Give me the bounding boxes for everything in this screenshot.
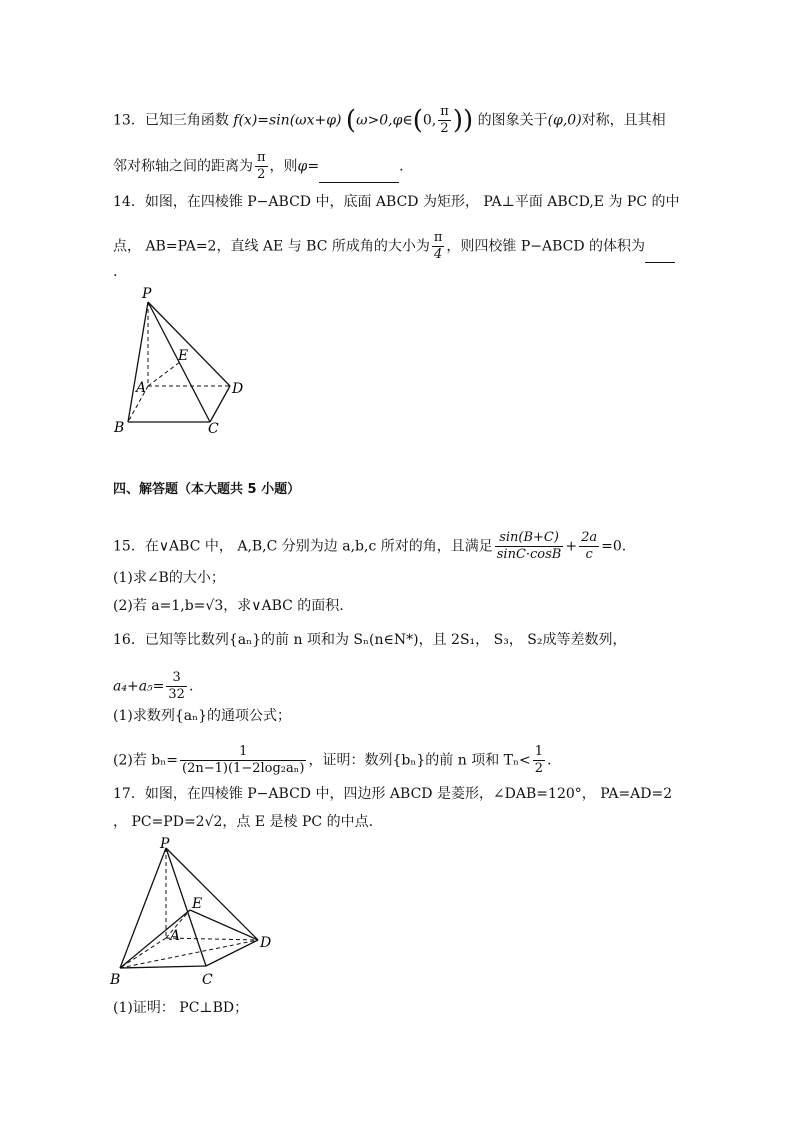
frac-num: π (257, 150, 266, 165)
paren-close: ) (462, 105, 474, 136)
pi-over-2-fraction-b (255, 150, 268, 183)
label-D: D (260, 935, 272, 951)
q16-bn-fraction (180, 744, 306, 777)
frac-num: 1 (534, 744, 544, 759)
frac-num: π (440, 104, 449, 119)
q13-line1 (113, 104, 666, 137)
q17-line1: 17．如图，在四棱锥 P−ABCD 中，四边形 ABCD 是菱形，∠DAB=120°， PA=AD=2 (113, 786, 673, 802)
frac-num: 3 (166, 670, 187, 687)
label-B: B (114, 420, 125, 436)
frac-den: c (585, 547, 593, 562)
q16-fraction (166, 670, 187, 703)
q17-part1: (1)证明： PC⊥BD； (113, 1000, 249, 1016)
q13-condition: ω>0,φ∈ (356, 112, 413, 129)
q13-point: (φ,0) (547, 112, 582, 129)
q14-line2 (113, 230, 675, 263)
frac-den: 2 (440, 121, 449, 136)
q13-interval-left: 0, (422, 112, 437, 129)
q13-line2-then: ，则 (269, 158, 298, 175)
frac-den: 4 (433, 247, 443, 262)
frac-num: 2a (581, 530, 598, 545)
q13-text: 13．已知三角函数 (113, 112, 229, 129)
frac-den: 2 (534, 761, 544, 776)
q13-end: . (399, 158, 404, 175)
q13-text-c: 对称，且其相 (581, 112, 666, 129)
frac-den: 2 (257, 167, 266, 182)
label-C: C (202, 972, 213, 988)
q14-pyramid-figure (110, 280, 260, 440)
q16-line1: 16．已知等比数列{aₙ}的前 n 项和为 Sₙ(n∈N*)，且 2S₁， S₃， S₂成等差数列， (113, 632, 627, 648)
frac-den: sinC·cosB (496, 547, 562, 562)
frac-num: sin(B+C) (495, 530, 564, 547)
q13-line2 (113, 150, 404, 183)
q16-line2 (113, 670, 193, 703)
q15-equals: =0. (601, 538, 627, 555)
q17-pyramid-figure (108, 836, 288, 996)
q14-line2-text: 点， AB=PA=2，直线 AE 与 BC 所成角的大小为 (113, 238, 430, 255)
frac-den: (2n−1)(1−2log₂aₙ) (182, 761, 305, 776)
paren-close-interval: ) (452, 105, 463, 136)
answer-blank (645, 248, 675, 263)
label-B: B (110, 972, 121, 988)
label-C: C (208, 421, 219, 437)
q16-part2 (113, 744, 552, 777)
q13-line2-text: 邻对称轴之间的距离为 (113, 158, 253, 175)
label-P: P (160, 836, 170, 852)
paren-open-interval: ( (412, 105, 423, 136)
q13-function: f(x)=sin(ωx+φ) (233, 112, 342, 129)
q16-sum-expr: a₄+a₅= (113, 678, 165, 695)
q14-line3: . (113, 264, 118, 280)
q15-fraction-1 (495, 530, 564, 563)
section-title: 四、解答题（本大题共 5 小题） (113, 482, 301, 497)
frac-num: π (433, 230, 443, 245)
label-A: A (136, 380, 147, 396)
q17-line2: ， PC=PD=2√2，点 E 是棱 PC 的中点. (113, 814, 374, 830)
frac-num: 1 (180, 744, 306, 761)
q15-text: 15．在∨ABC 中， A,B,C 分别为边 a,b,c 所对的角，且满足 (113, 538, 493, 555)
q14-line1: 14．如图，在四棱锥 P−ABCD 中，底面 ABCD 为矩形， PA⊥平面 ABCD,E 为 PC 的中 (113, 194, 680, 210)
label-A: A (170, 928, 181, 944)
label-E: E (192, 896, 203, 912)
q15-part2: (2)若 a=1,b=√3，求∨ABC 的面积. (113, 598, 344, 614)
q16-part2-claim: ，证明：数列{bₙ}的前 n 项和 Tₙ< (308, 752, 531, 769)
q16-half-fraction (533, 744, 545, 777)
q13-phi: φ= (297, 158, 320, 175)
q15-line1 (113, 530, 626, 563)
pi-over-2-fraction (438, 104, 451, 137)
q16-end: . (188, 678, 194, 695)
label-E: E (178, 348, 189, 364)
plus-sign: + (565, 538, 578, 555)
q15-part1: (1)求∠B的大小； (113, 570, 225, 586)
pi-over-4-fraction (432, 230, 445, 263)
q14-line2-end: ，则四校锥 P−ABCD 的体积为 (446, 238, 646, 255)
q15-fraction-2 (579, 530, 599, 563)
label-D: D (232, 381, 244, 397)
answer-blank (319, 168, 399, 183)
q16-part1: (1)求数列{aₙ}的通项公式； (113, 708, 292, 724)
frac-den: 32 (168, 687, 185, 702)
q16-part2-end: . (547, 752, 552, 769)
q13-text-b: 的图象关于 (477, 112, 548, 129)
paren-open: ( (345, 105, 357, 136)
label-P: P (142, 286, 152, 302)
q16-part2-text: (2)若 bₙ= (113, 752, 179, 769)
